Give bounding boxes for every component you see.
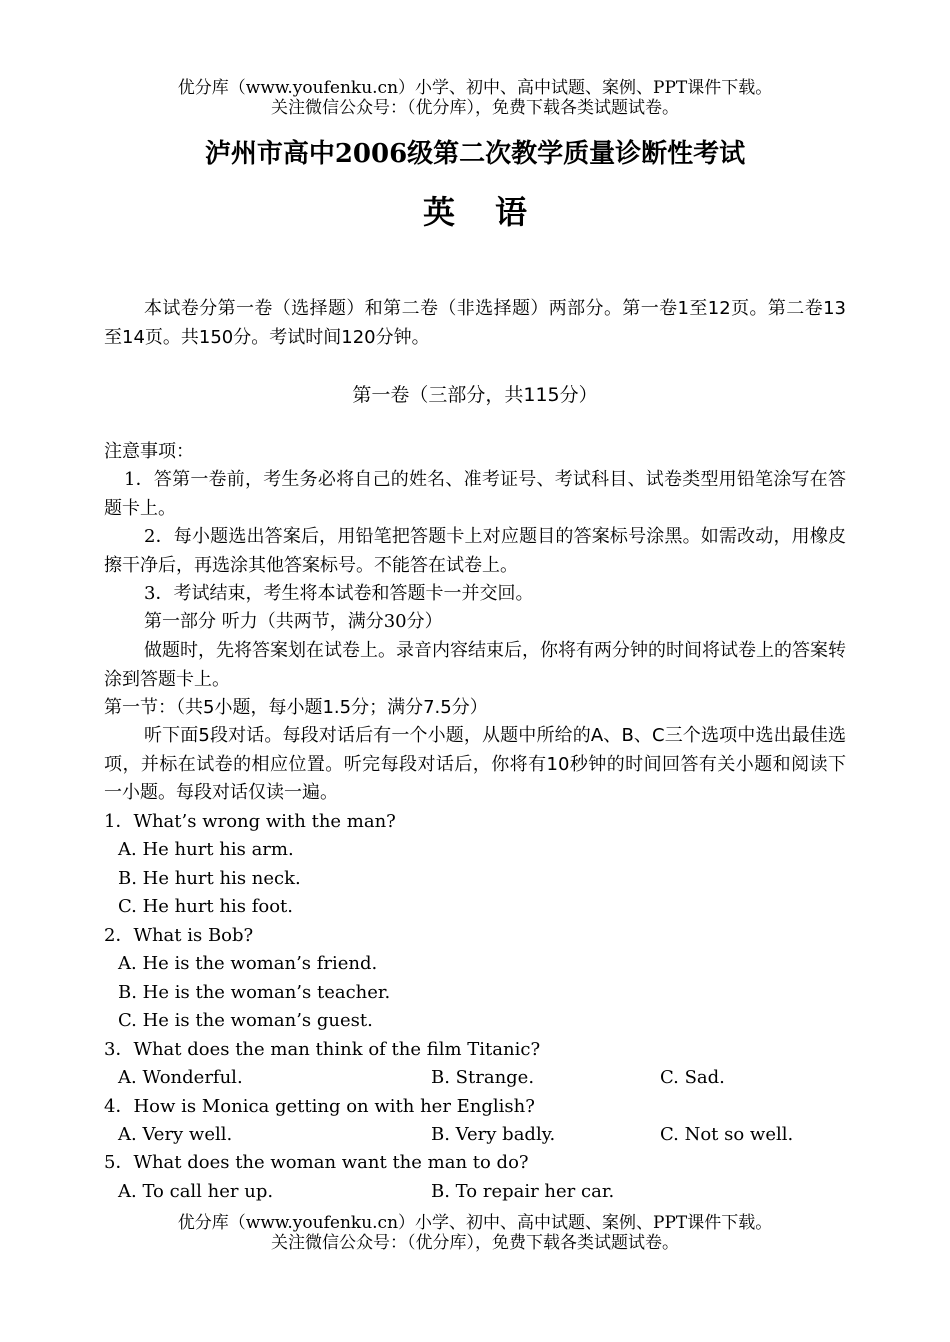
question-option: A. He hurt his arm. (118, 839, 294, 860)
subject-title: 英语 (422, 193, 567, 231)
question-option: A. To call her up. (118, 1181, 274, 1202)
section1-instruction: 听下面5段对话。每段对话后有一个小题，从题中所给的A、B、C三个选项中选出最佳选项，并标在试卷的相应位置。听完每段对话后，你将有10秒钟的时间回答有关小题和阅读下一小题。每段对话仅读一遍。 (104, 725, 846, 803)
footer-line-1: 优分库（www.youfenku.cn）小学、初中、高中试题、案例、PPT课件下载。 (177, 1213, 773, 1233)
question-option: C. He is the woman’s guest. (118, 1010, 373, 1031)
question-stem: 5．What does the woman want the man to do? (104, 1152, 529, 1173)
question-option: A. Very well. (118, 1124, 233, 1145)
header-line-1: 优分库（www.youfenku.cn）小学、初中、高中试题、案例、PPT课件下载。 (177, 78, 773, 98)
question-stem: 1．What’s wrong with the man? (104, 811, 396, 832)
note-item: 1．答第一卷前，考生务必将自己的姓名、准考证号、考试科目、试卷类型用铅笔涂写在答题卡上。 (104, 469, 846, 519)
intro-paragraph: 本试卷分第一卷（选择题）和第二卷（非选择题）两部分。第一卷1至12页。第二卷13至14页。共150分。考试时间120分钟。 (104, 298, 846, 348)
note-item: 2．每小题选出答案后，用铅笔把答题卡上对应题目的答案标号涂黑。如需改动，用橡皮擦干净后，再选涂其他答案标号。不能答在试卷上。 (104, 526, 846, 576)
part1-title: 第一部分 听力（共两节，满分30分） (144, 611, 443, 632)
question-option: B. Strange. (431, 1067, 535, 1088)
question-option: A. He is the woman’s friend. (118, 953, 378, 974)
part1-instruction: 做题时，先将答案划在试卷上。录音内容结束后，你将有两分钟的时间将试卷上的答案转涂到答题卡上。 (104, 640, 846, 690)
question-stem: 2．What is Bob? (104, 925, 254, 946)
note-item: 3．考试结束，考生将本试卷和答题卡一并交回。 (144, 583, 534, 604)
notes-heading: 注意事项： (104, 441, 194, 462)
footer-line-2: 关注微信公众号：（优分库），免费下载各类试题试卷。 (271, 1233, 679, 1253)
header-line-2: 关注微信公众号：（优分库），免费下载各类试题试卷。 (271, 98, 679, 118)
question-option: B. To repair her car. (431, 1181, 615, 1202)
section-title: 第一卷（三部分，共115分） (352, 384, 598, 406)
section1-title: 第一节：（共5小题，每小题1.5分；满分7.5分） (104, 697, 488, 718)
question-stem: 4．How is Monica getting on with her English? (104, 1096, 535, 1117)
question-option: C. Not so well. (660, 1124, 794, 1145)
question-option: C. He hurt his foot. (118, 896, 293, 917)
question-option: B. He is the woman’s teacher. (118, 982, 391, 1003)
exam-title: 泸州市高中2006级第二次教学质量诊断性考试 (204, 139, 746, 169)
question-option: A. Wonderful. (118, 1067, 243, 1088)
question-option: B. He hurt his neck. (118, 868, 301, 889)
question-option: B. Very badly. (431, 1124, 556, 1145)
question-stem: 3．What does the man think of the film Titanic? (104, 1039, 541, 1060)
question-option: C. Sad. (660, 1067, 725, 1088)
